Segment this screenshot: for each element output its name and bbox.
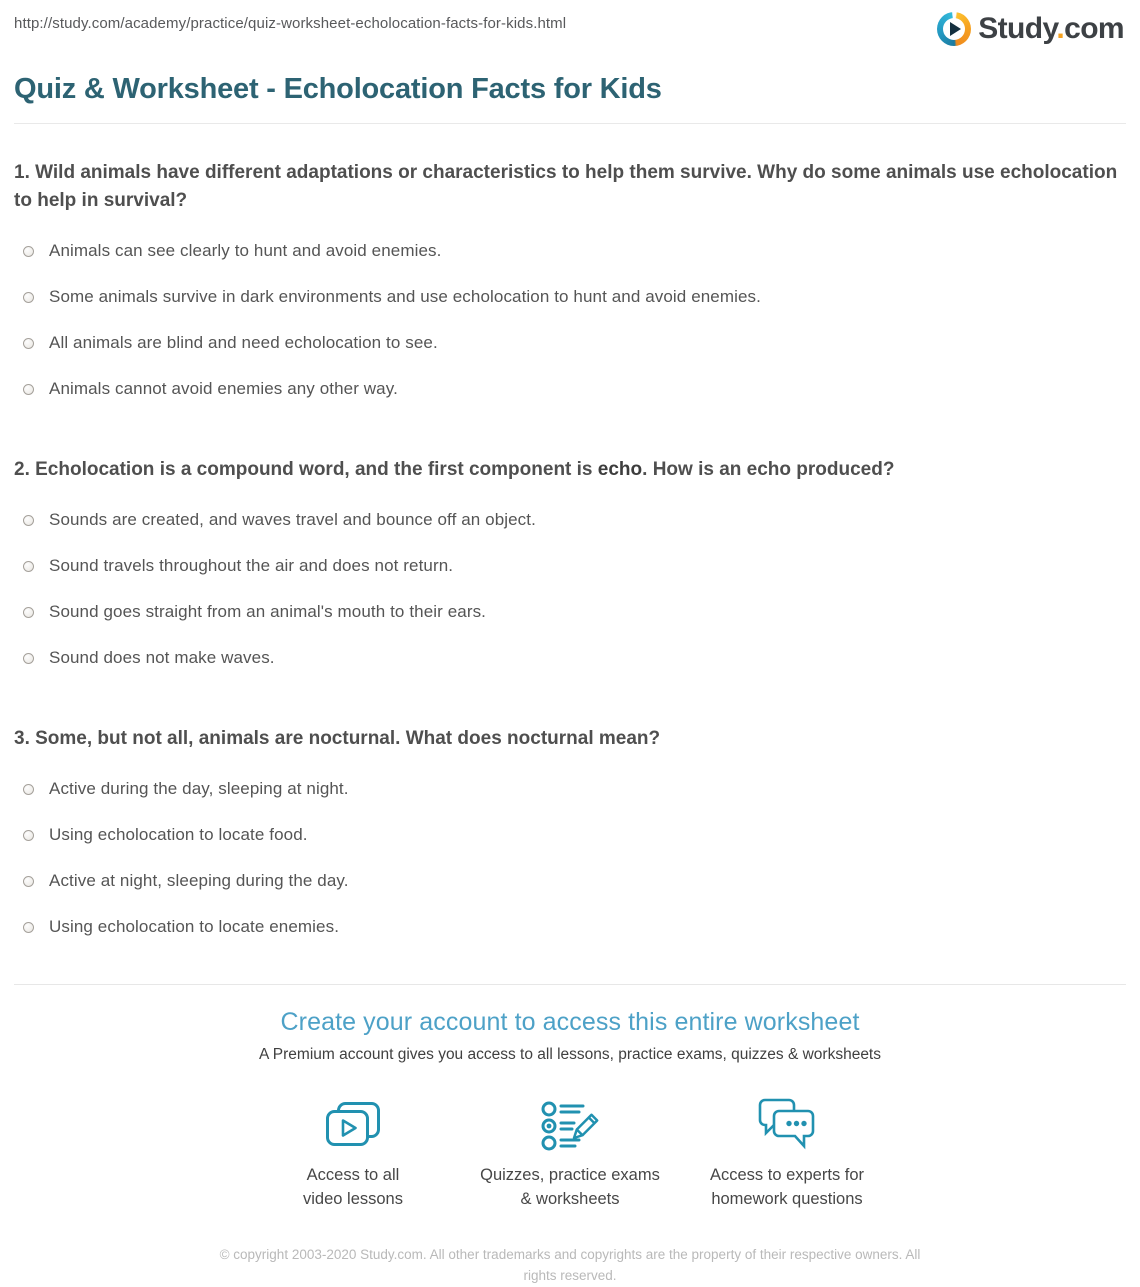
feature-label: Quizzes, practice exams & worksheets: [480, 1166, 660, 1208]
page-url: http://study.com/academy/practice/quiz-worksheet-echolocation-facts-for-kids.html: [14, 15, 567, 32]
answer-option[interactable]: [14, 602, 1126, 622]
feature-label: Access to experts for homework questions: [709, 1166, 865, 1208]
question-2-heading: 2. Echolocation is a compound word, and the first component is echo. How is an echo produced?: [14, 459, 895, 480]
option-label: Animals can see clearly to hunt and avoid enemies.: [49, 241, 442, 260]
logo-dot: .: [1056, 12, 1065, 45]
option-label: Animals cannot avoid enemies any other way.: [49, 379, 398, 398]
question-2-options: [14, 510, 1126, 668]
answer-option[interactable]: [14, 648, 1126, 668]
answer-option[interactable]: [14, 510, 1126, 530]
radio-button[interactable]: [23, 384, 34, 395]
answer-option[interactable]: [14, 241, 1126, 261]
feature-homework-experts: [679, 1095, 896, 1212]
radio-button[interactable]: [23, 292, 34, 303]
radio-button[interactable]: [23, 653, 34, 664]
quiz-body: [14, 159, 1126, 937]
logo-wordmark: Study.com: [978, 12, 1124, 45]
studycom-logo-link[interactable]: [937, 12, 1124, 46]
question-3-heading: 3. Some, but not all, animals are nocturnal. What does nocturnal mean?: [14, 728, 661, 749]
radio-button[interactable]: [23, 561, 34, 572]
question-1-options: [14, 241, 1126, 399]
feature-label: Access to all video lessons: [303, 1166, 403, 1208]
feature-video-lessons: [245, 1095, 462, 1212]
option-label: Sound does not make waves.: [49, 648, 275, 667]
play-logo-icon: [937, 12, 971, 46]
features-row: [0, 1095, 1140, 1212]
header: [0, 0, 1140, 46]
radio-button[interactable]: [23, 830, 34, 841]
option-label: Active during the day, sleeping at night.: [49, 779, 349, 798]
radio-button[interactable]: [23, 876, 34, 887]
answer-option[interactable]: [14, 917, 1126, 937]
option-label: Sound travels throughout the air and does not return.: [49, 556, 454, 575]
feature-quizzes-worksheets: [462, 1095, 679, 1212]
answer-option[interactable]: [14, 871, 1126, 891]
cta-subheading: A Premium account gives you access to all lessons, practice exams, quizzes & worksheets: [259, 1046, 881, 1063]
answer-option[interactable]: [14, 379, 1126, 399]
section-divider: [14, 984, 1126, 985]
cta-heading: Create your account to access this entire worksheet: [280, 1008, 860, 1036]
option-label: All animals are blind and need echolocation to see.: [49, 333, 438, 352]
radio-button[interactable]: [23, 922, 34, 933]
radio-button[interactable]: [23, 246, 34, 257]
question-2-bold-word: echo: [597, 459, 643, 480]
chat-bubbles-icon: [755, 1095, 819, 1153]
option-label: Sounds are created, and waves travel and bounce off an object.: [49, 510, 536, 529]
answer-option[interactable]: [14, 287, 1126, 307]
option-label: Some animals survive in dark environments and use echolocation to hunt and avoid enemies.: [49, 287, 761, 306]
cta-section: [0, 1008, 1140, 1212]
option-label: Using echolocation to locate enemies.: [49, 917, 340, 936]
answer-option[interactable]: [14, 333, 1126, 353]
question-3-options: [14, 779, 1126, 937]
answer-option[interactable]: [14, 779, 1126, 799]
copyright-notice: © copyright 2003-2020 Study.com. All other trademarks and copyrights are the property of their respective owners. All rights reserved.: [219, 1246, 921, 1283]
radio-button[interactable]: [23, 607, 34, 618]
option-label: Active at night, sleeping during the day.: [49, 871, 349, 890]
radio-button[interactable]: [23, 515, 34, 526]
option-label: Using echolocation to locate food.: [49, 825, 308, 844]
title-divider: [14, 123, 1126, 124]
quiz-pencil-icon: [538, 1095, 602, 1153]
answer-option[interactable]: [14, 556, 1126, 576]
radio-button[interactable]: [23, 338, 34, 349]
radio-button[interactable]: [23, 784, 34, 795]
option-label: Sound goes straight from an animal's mouth to their ears.: [49, 602, 486, 621]
page-title: Quiz & Worksheet - Echolocation Facts for Kids: [14, 73, 662, 105]
answer-option[interactable]: [14, 825, 1126, 845]
question-1-heading: 1. Wild animals have different adaptations or characteristics to help them survive. Why do some animals use echolocation to help in survival?: [14, 162, 1118, 211]
video-lessons-icon: [324, 1095, 382, 1153]
